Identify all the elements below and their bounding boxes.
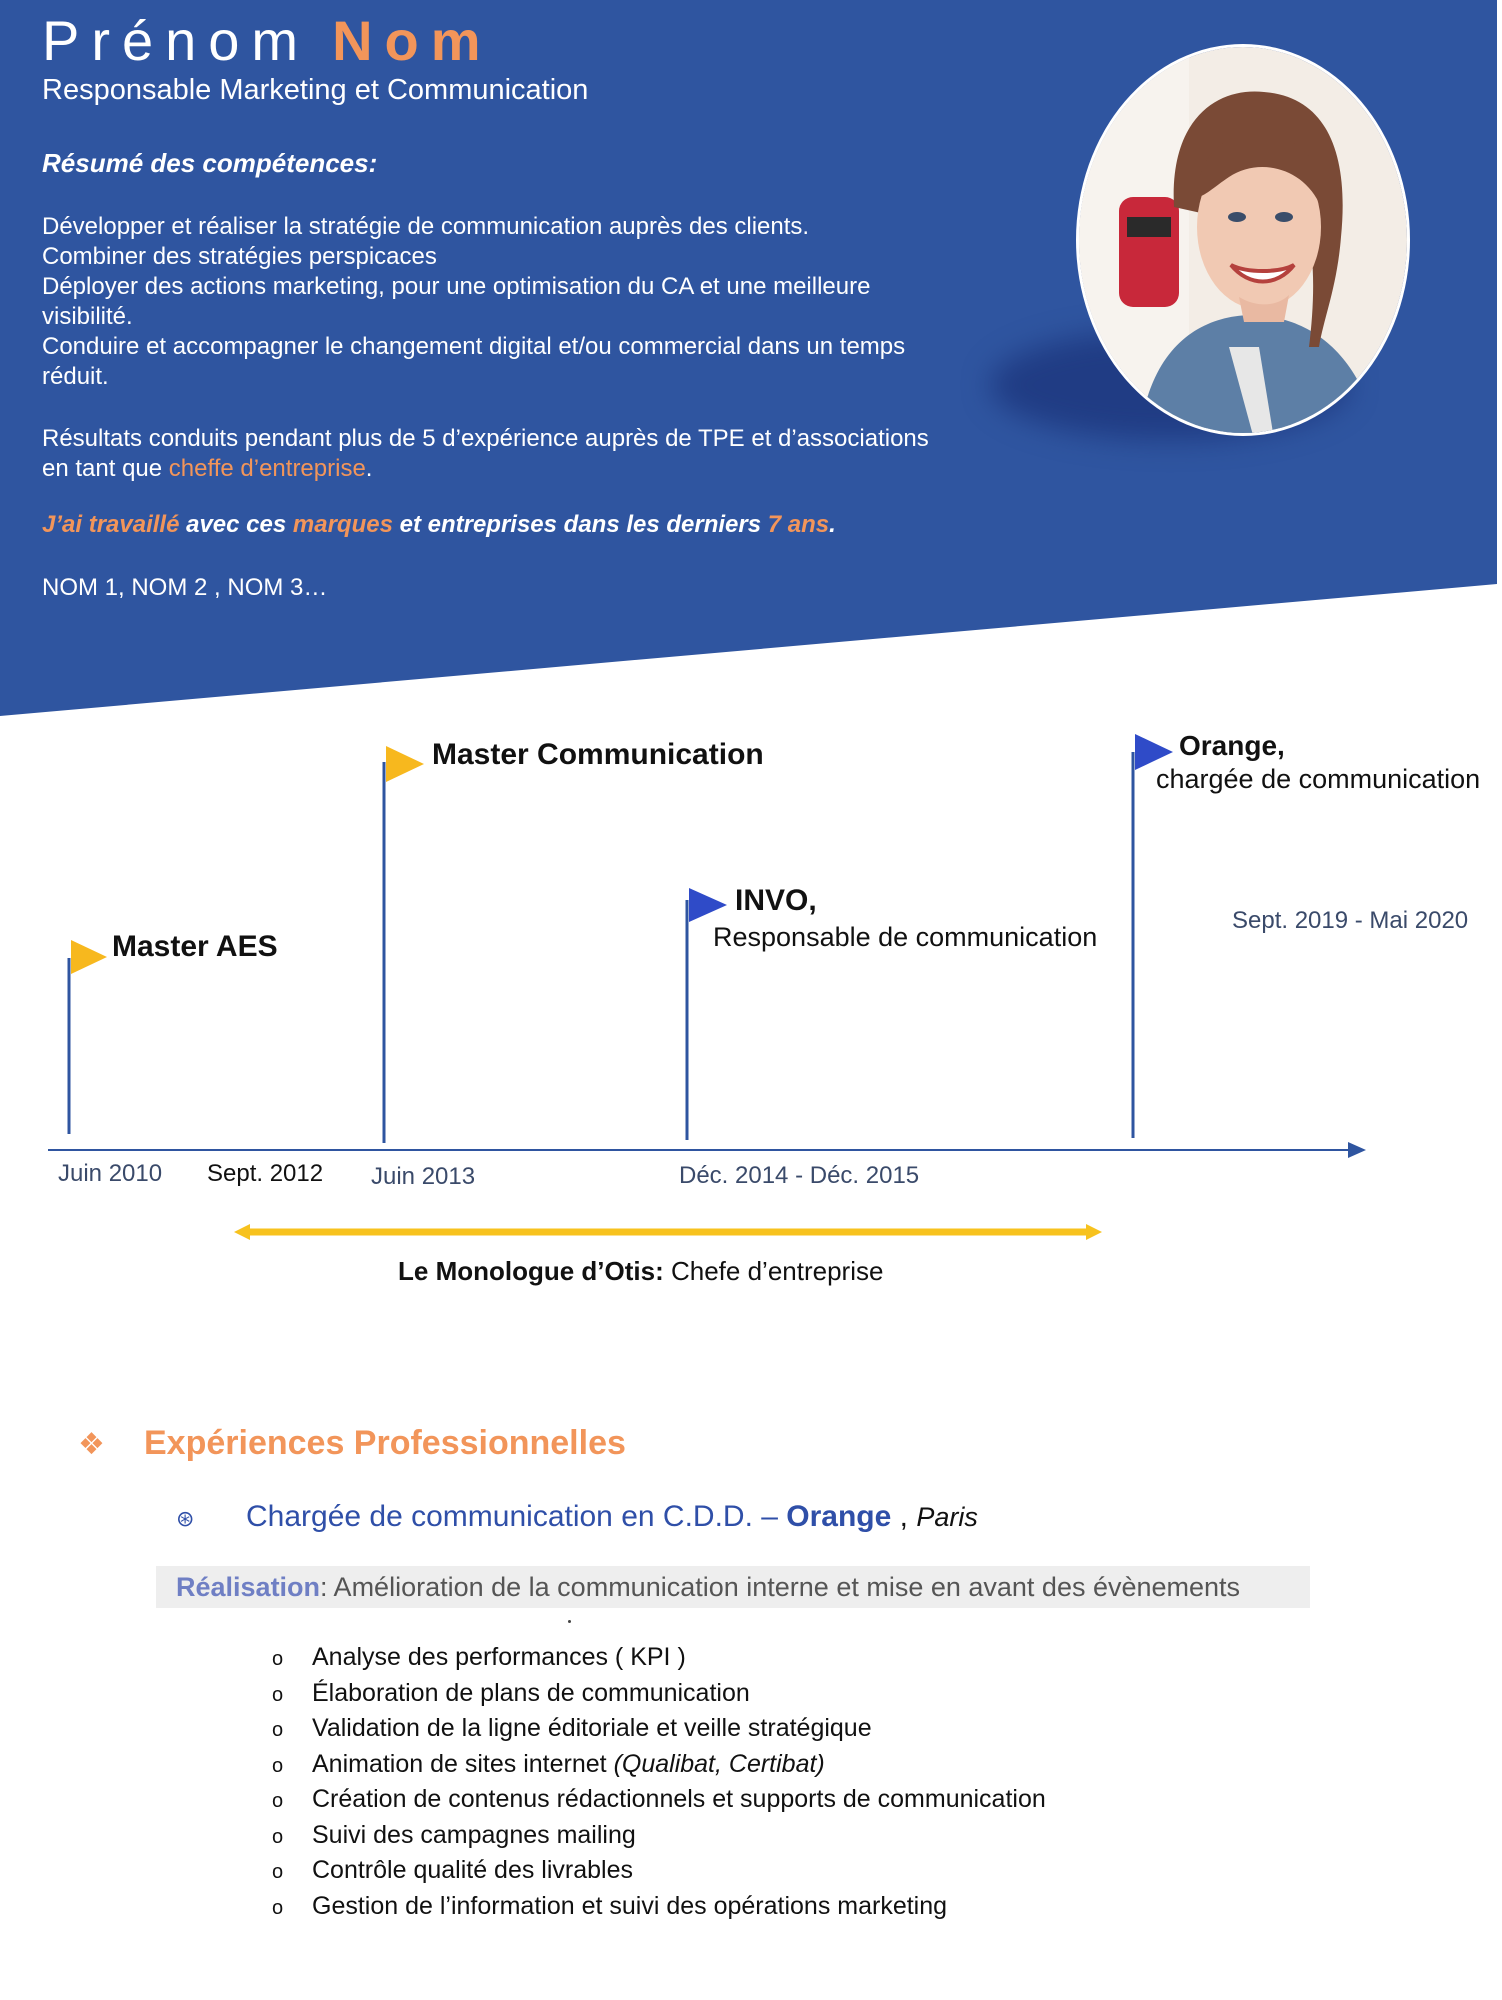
diamond-cluster-icon: ❖ <box>78 1428 105 1461</box>
range-arrow-right <box>1086 1224 1102 1240</box>
results-paragraph <box>42 424 942 484</box>
job-title: Responsable Marketing et Communication <box>42 74 589 106</box>
skill-item: Déployer des actions marketing, pour une optimisation du CA et une meilleure visibilité. <box>42 273 871 330</box>
circle-bullet-icon: o <box>272 1683 284 1706</box>
task-item <box>272 1889 1046 1925</box>
skills-list <box>42 212 942 392</box>
task-text: Élaboration de plans de communication <box>312 1678 750 1707</box>
task-text: Gestion de l’information et suivi des opérations marketing <box>312 1891 948 1920</box>
range-label-rest: Chefe d’entreprise <box>663 1256 884 1286</box>
milestone-role: Responsable de communication <box>713 922 1098 952</box>
brands-part-1: J’ai travaillé <box>42 511 180 538</box>
profile-photo <box>1076 44 1410 436</box>
milestone-title: Orange, <box>1179 730 1285 761</box>
realisation-text: : Amélioration de la communication interne et mise en avant des évènements <box>320 1572 1241 1602</box>
brands-part-6: . <box>829 511 836 538</box>
task-item <box>272 1782 1046 1818</box>
circle-bullet-icon: o <box>272 1861 284 1883</box>
milestone-role: chargée de communication <box>1156 764 1481 794</box>
job-entry <box>176 1500 978 1534</box>
job-dash: – <box>752 1500 787 1533</box>
candidate-name <box>42 8 493 73</box>
circle-bullet-icon: o <box>272 1648 284 1670</box>
portrait-illustration <box>1079 47 1410 436</box>
circle-bullet-icon: o <box>272 1754 284 1777</box>
task-item <box>272 1640 1046 1676</box>
circle-bullet-icon: o <box>272 1790 284 1812</box>
task-item <box>272 1747 1046 1783</box>
first-name: Prénom <box>42 9 311 72</box>
milestone-title: Master AES <box>112 930 278 963</box>
milestone-title: Master Communication <box>432 738 764 771</box>
timeline-date: Sept. 2019 - Mai 2020 <box>1232 907 1469 934</box>
range-label <box>398 1256 883 1287</box>
task-item <box>272 1853 1046 1889</box>
task-text: Analyse des performances ( KPI ) <box>312 1643 686 1671</box>
task-emphasis: (Qualibat, Certibat) <box>613 1749 825 1778</box>
circle-bullet-icon: o <box>272 1825 284 1848</box>
task-text: Suivi des campagnes mailing <box>312 1820 636 1849</box>
timeline-date: Juin 2013 <box>371 1163 476 1190</box>
summary-heading: Résumé des compétences: <box>42 148 378 178</box>
brands-part-5: 7 ans <box>767 511 830 538</box>
realisation-bar <box>156 1566 1310 1608</box>
results-end: . <box>365 455 373 482</box>
last-name: Nom <box>332 9 493 72</box>
stray-dot <box>568 1620 571 1623</box>
task-text: Création de contenus rédactionnels et supports de communication <box>312 1785 1046 1813</box>
realisation-label: Réalisation <box>176 1572 321 1602</box>
job-city: Paris <box>916 1502 978 1532</box>
brands-sentence <box>42 511 836 539</box>
range-label-bold: Le Monologue d’Otis: <box>398 1256 664 1286</box>
task-text: Validation de la ligne éditoriale et veille stratégique <box>312 1714 872 1742</box>
timeline-date: Déc. 2014 - Déc. 2015 <box>679 1162 920 1189</box>
milestone-flag <box>689 888 727 922</box>
company-name: Orange <box>786 1500 892 1533</box>
task-item <box>272 1818 1046 1854</box>
job-title-text: Chargée de communication en C.D.D. <box>246 1500 753 1533</box>
section-heading-experiences <box>78 1424 626 1463</box>
skill-item: Combiner des stratégies perspicaces <box>42 243 437 270</box>
brands-part-4: et entreprises dans les derniers <box>392 511 768 538</box>
brands-part-2: avec ces <box>179 511 293 538</box>
task-item <box>272 1711 1046 1747</box>
task-list <box>272 1640 1046 1924</box>
brands-names: NOM 1, NOM 2 , NOM 3… <box>42 574 328 601</box>
section-title-text: Expériences Professionnelles <box>144 1424 626 1462</box>
range-arrow-left <box>234 1224 250 1240</box>
task-item <box>272 1676 1046 1712</box>
timeline-date: Sept. 2012 <box>207 1160 324 1187</box>
results-text: Résultats conduits pendant plus de 5 d’expérience auprès de TPE et d’associations en tant que <box>42 425 929 482</box>
circle-bullet-icon: o <box>272 1896 284 1919</box>
task-text: Contrôle qualité des livrables <box>312 1856 634 1884</box>
milestone-title: INVO, <box>735 884 817 917</box>
skill-item: Développer et réaliser la stratégie de communication auprès des clients. <box>42 213 810 240</box>
job-separator: , <box>891 1500 917 1533</box>
timeline-arrow-head <box>1348 1142 1366 1158</box>
brands-part-3: marques <box>292 511 393 538</box>
results-highlight: cheffe d’entreprise <box>168 455 366 482</box>
circle-dot-icon: ⊛ <box>176 1506 195 1531</box>
task-text: Animation de sites internet <box>312 1749 614 1778</box>
milestone-flag <box>386 746 424 782</box>
skill-item: Conduire et accompagner le changement digital et/ou commercial dans un temps réduit. <box>42 333 906 390</box>
timeline-date: Juin 2010 <box>58 1160 163 1187</box>
circle-bullet-icon: o <box>272 1719 284 1741</box>
milestone-flag <box>71 940 107 974</box>
